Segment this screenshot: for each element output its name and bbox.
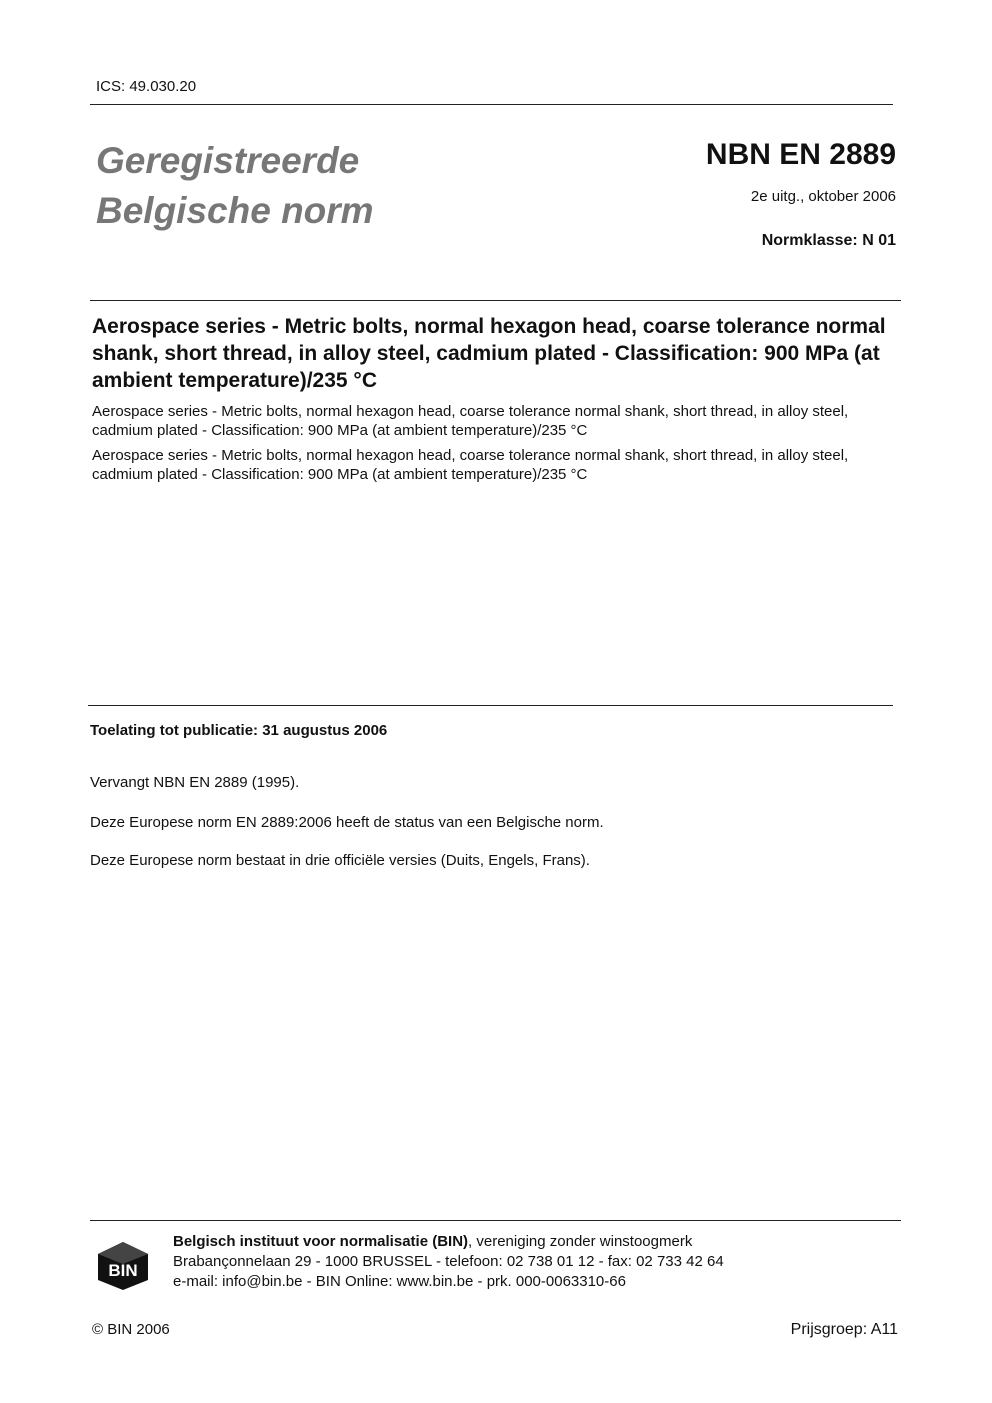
subtitle-1: Aerospace series - Metric bolts, normal hexagon head, coarse tolerance normal shank, short thread, in alloy steel, cadmium plated - Classification: 900 MPa (at ambient temperature)/235 °C (92, 403, 849, 439)
org-name: Belgisch instituut voor normalisatie (BIN) (173, 1233, 469, 1250)
status-text: Deze Europese norm EN 2889:2006 heeft de status van een Belgische norm. (90, 814, 604, 831)
footer-address: Brabançonnelaan 29 - 1000 BRUSSEL - telefoon: 02 738 01 12 - fax: 02 733 42 64 (173, 1253, 724, 1270)
title-line-2: Belgische norm (96, 190, 374, 231)
logo-text: BIN (108, 1261, 138, 1280)
norm-number: NBN EN 2889 (705, 138, 896, 171)
top-divider (90, 104, 893, 105)
document-type-title (96, 136, 374, 236)
price-group: Prijsgroep: A11 (790, 1321, 898, 1338)
normklasse: Normklasse: N 01 (761, 232, 896, 249)
approval-date: Toelating tot publicatie: 31 augustus 2006 (90, 722, 388, 739)
title-line-1: Geregistreerde (96, 140, 360, 181)
edition: 2e uitg., oktober 2006 (750, 188, 896, 205)
versions-text: Deze Europese norm bestaat in drie officiële versies (Duits, Engels, Frans). (90, 852, 590, 869)
subtitle-2: Aerospace series - Metric bolts, normal hexagon head, coarse tolerance normal shank, short thread, in alloy steel, cadmium plated - Classification: 900 MPa (at ambient temperature)/235 °C (92, 447, 849, 483)
main-title: Aerospace series - Metric bolts, normal hexagon head, coarse tolerance normal shank, short thread, in alloy steel, cadmium plated - Classification: 900 MPa (at ambient temperature)/235 °C (92, 315, 886, 392)
footer-divider (90, 1220, 901, 1221)
title-divider (90, 300, 901, 301)
footer-contact: e-mail: info@bin.be - BIN Online: www.bin.be - prk. 000-0063310-66 (173, 1273, 626, 1290)
body-divider (88, 705, 893, 706)
org-suffix: , vereniging zonder winstoogmerk (468, 1233, 693, 1250)
footer-org (173, 1232, 692, 1252)
bin-logo-icon (96, 1240, 150, 1292)
copyright: © BIN 2006 (92, 1321, 170, 1338)
ics-code: ICS: 49.030.20 (96, 78, 197, 95)
replaces-text: Vervangt NBN EN 2889 (1995). (90, 774, 300, 791)
